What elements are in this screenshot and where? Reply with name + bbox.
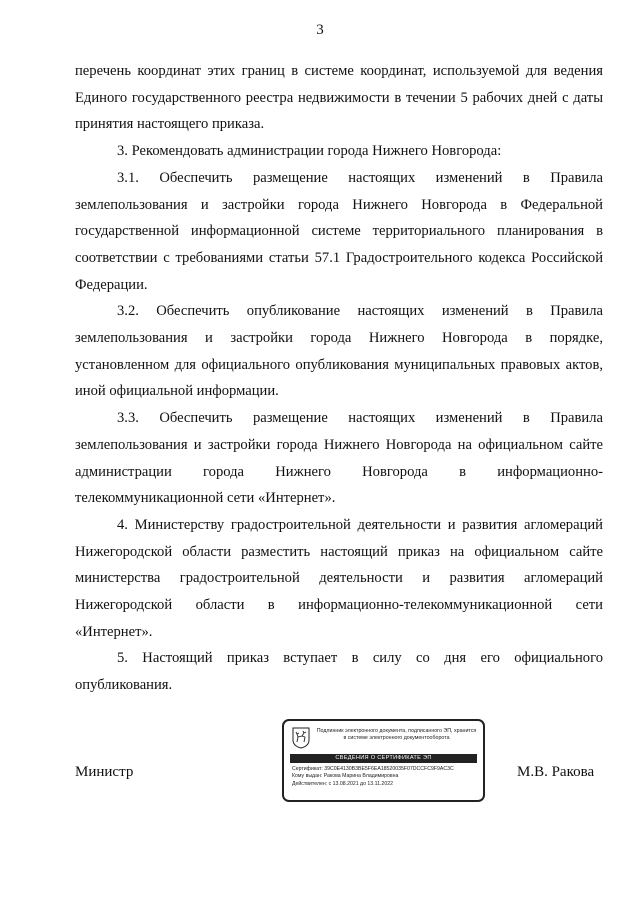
stamp-validity: Действителен: с 13.08.2021 до 13.11.2022 (292, 780, 393, 787)
paragraph-3: 3. Рекомендовать администрации города Нижнего Новгорода: (117, 143, 502, 160)
paragraph-4: 4. Министерству градостроительной деятельности и развития агломераций Нижегородской области разместить настоящий приказ на официальном сайте министерства градостроительной деятельности и развития агломераций Нижегородской области в информационно-телекоммуникационной сети «Интернет». (75, 516, 603, 640)
deer-coat-of-arms-icon (292, 727, 310, 749)
stamp-top (290, 727, 477, 751)
paragraph-continuation: перечень координат этих границ в системе координат, используемой для ведения Единого государственного реестра недвижимости в течении 5 рабочих дней с даты принятия настоящего приказа. (75, 63, 603, 133)
page-number: 3 (316, 22, 324, 38)
signer-name: М.В. Ракова (517, 764, 595, 780)
document-body (75, 58, 603, 699)
digital-signature-stamp (282, 719, 485, 802)
stamp-details (292, 766, 479, 788)
signer-title: Министр (75, 764, 134, 780)
paragraph-3-3: 3.3. Обеспечить размещение настоящих изменений в Правила землепользования и застройки города Нижнего Новгорода на официальном сайте администрации города Нижнего Новгорода в информационно-телекоммуникационной сети «Интернет». (75, 410, 603, 507)
stamp-certificate: Сертификат: 39C0E4130B3BE5F6EA18520035F07DCCFC9F9AC3C (292, 766, 454, 772)
paragraph-3-1: 3.1. Обеспечить размещение настоящих изменений в Правила землепользования и застройки города Нижнего Новгорода в Федеральной государственной информационной системе территориального планирования в соответствии с требованиями статьи 57.1 Градостроительного кодекса Российской Федерации. (75, 169, 603, 293)
paragraph-5: 5. Настоящий приказ вступает в силу со дня его официального опубликования. (75, 650, 603, 694)
stamp-issued-to: Кому выдан: Ракова Марина Владимировна (292, 773, 399, 780)
paragraph-3-2: 3.2. Обеспечить опубликование настоящих изменений в Правила землепользования и застройки города Нижнего Новгорода в порядке, установленном для официального опубликования муниципальных правовых актов, иной официальной информации. (75, 303, 603, 400)
stamp-header: СВЕДЕНИЯ О СЕРТИФИКАТЕ ЭП (290, 754, 477, 763)
stamp-note: Подлинник электронного документа, подписанного ЭП, хранится в системе электронного документооборота (316, 728, 477, 741)
